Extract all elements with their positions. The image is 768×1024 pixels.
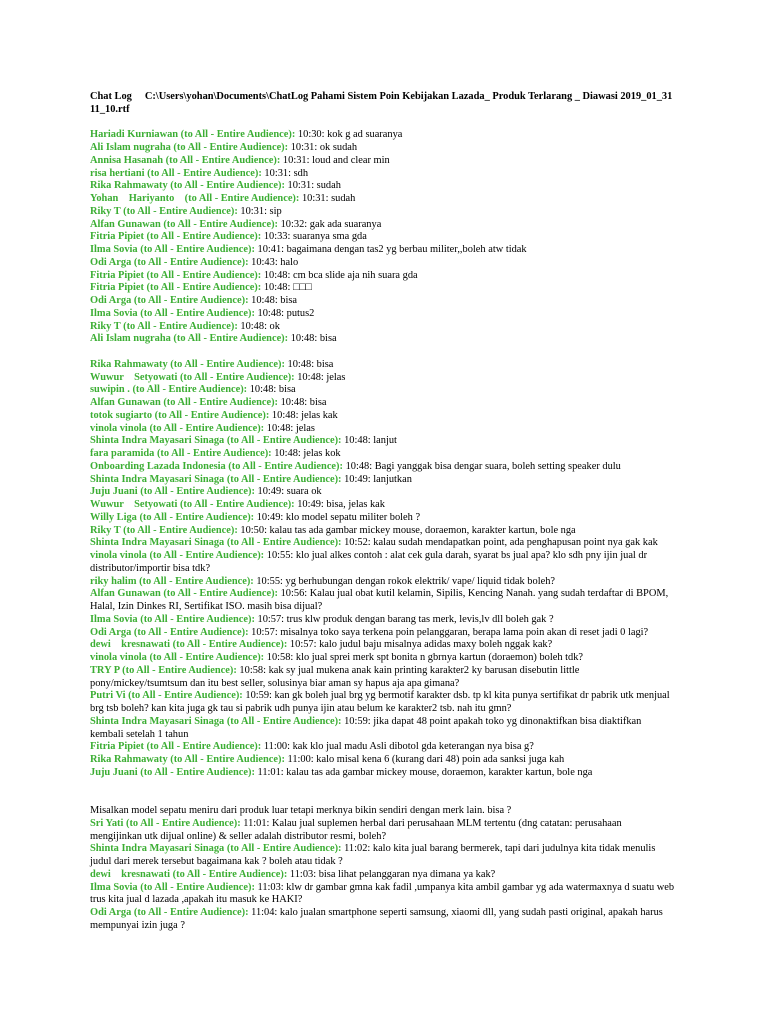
message-text: 10:31: ok sudah <box>288 142 358 153</box>
chat-message <box>90 295 675 308</box>
message-text: 10:48: cm bca slide aja nih suara gda <box>261 269 418 281</box>
message-text: 11:00: kalo misal kena 6 (kurang dari 48) poin ada sanksi juga kah <box>284 754 565 765</box>
message-text: 10:58: kak sy jual mukena anak kain printing karakter2 ky barusan disebutin little pony/mickey/tsumtsum dan itu best seller, solusinya biar aman sy hapus aja apa gimana? <box>90 664 582 689</box>
message-text: 10:48: putus2 <box>254 307 315 319</box>
message-text: 10:59: kan gk boleh jual brg yg bermotif karakter dsb. tp kl kita punya sertifikat dr pabrik utk menjual brg tsb boleh? kan kita juga gk tau si pabrik udh punya ijin atau belum ke karakter2 tsb. nah itu gmn? <box>90 690 673 714</box>
chat-message <box>90 639 675 652</box>
message-speaker: Riky T (to All - Entire Audience): <box>90 320 238 332</box>
message-speaker: Shinta Indra Mayasari Sinaga (to All - Entire Audience): <box>90 473 342 485</box>
message-text: 10:55: yg berhubungan dengan rokok elektrik/ vape/ liquid tidak boleh? <box>253 575 556 587</box>
chat-message <box>90 410 675 423</box>
message-speaker: Ali Islam nugraha (to All - Entire Audience): <box>90 333 289 345</box>
message-speaker: Willy Liga (to All - Entire Audience): <box>90 511 255 523</box>
chat-message <box>90 384 675 397</box>
message-text: 10:48: jelas <box>294 371 346 383</box>
chat-message <box>90 486 675 499</box>
message-speaker: Riky T (to All - Entire Audience): <box>90 205 238 217</box>
chat-message <box>90 193 675 206</box>
message-text: 10:48: ok <box>237 320 280 332</box>
chat-message <box>90 576 675 589</box>
message-text: 10:48: lanjut <box>341 435 397 447</box>
chat-message <box>90 282 675 295</box>
blank-line <box>90 792 675 805</box>
chat-message <box>90 270 675 283</box>
blank-line <box>90 346 675 359</box>
chat-message <box>90 690 675 716</box>
message-text: 10:31: sudah <box>299 193 356 204</box>
chat-message <box>90 588 675 614</box>
message-speaker: Wuwur Setyowati (to All - Entire Audience): <box>90 499 295 510</box>
message-speaker: Ilma Sovia (to All - Entire Audience): <box>90 307 255 319</box>
message-speaker: Odi Arga (to All - Entire Audience): <box>90 256 249 268</box>
chat-message <box>90 512 675 525</box>
message-text: 11:03: klw dr gambar gmna kak fadil ,umpanya kita ambil gambar yg ada watermaxnya d suatu web trus kita jual d lazada ,apakah itu masuk ke HAKI? <box>90 881 677 906</box>
chat-message <box>90 244 675 257</box>
chat-message <box>90 180 675 193</box>
message-text: 10:59: jika dapat 48 point apakah toko yg dinonaktifkan bisa diaktifkan kembali setelah 1 tahun <box>90 715 644 740</box>
message-speaker: vinola vinola (to All - Entire Audience): <box>90 422 265 434</box>
message-text: 10:41: bagaimana dengan tas2 yg berbau militer,,boleh atw tidak <box>254 244 527 255</box>
message-text: 10:57: kalo judul baju misalnya adidas maxy boleh nggak kak? <box>287 639 553 651</box>
message-speaker: totok sugiarto (to All - Entire Audience): <box>90 409 270 421</box>
message-speaker: Wuwur Setyowati (to All - Entire Audience): <box>90 371 295 383</box>
chat-message <box>90 741 675 754</box>
message-speaker: Juju Juani (to All - Entire Audience): <box>90 766 255 778</box>
message-text: 10:49: klo model sepatu militer boleh ? <box>254 511 421 523</box>
chat-message <box>90 754 675 767</box>
message-text: 10:49: bisa, jelas kak <box>294 499 385 510</box>
chat-message <box>90 461 675 474</box>
message-text: 10:31: sip <box>237 205 282 217</box>
chat-log-title: Chat Log C:\Users\yohan\Documents\ChatLog Pahami Sistem Poin Kebijakan Lazada_ Produk Terlarang _ Diawasi 2019_01_31 11_10.rtf <box>90 91 675 115</box>
message-speaker: dewi kresnawati (to All - Entire Audience): <box>90 868 288 880</box>
message-speaker: Fitria Pipiet (to All - Entire Audience): <box>90 741 262 753</box>
message-speaker: Rika Rahmawaty (to All - Entire Audience): <box>90 180 285 192</box>
message-text: 10:48: bisa <box>284 358 334 370</box>
message-speaker: Riky T (to All - Entire Audience): <box>90 524 238 536</box>
message-text: 10:48: bisa <box>278 397 327 408</box>
message-speaker: Annisa Hasanah (to All - Entire Audience): <box>90 154 281 166</box>
chat-message <box>90 537 675 550</box>
message-text: 10:50: kalau tas ada gambar mickey mouse, doraemon, karakter kartun, bole nga <box>237 524 576 536</box>
message-text: 11:01: kalau tas ada gambar mickey mouse, doraemon, karakter kartun, bole nga <box>254 766 593 778</box>
message-text: 10:58: klo jual sprei merk spt bonita n gbrnya kartun (doraemon) boleh tdk? <box>264 652 584 663</box>
message-speaker: Shinta Indra Mayasari Sinaga (to All - Entire Audience): <box>90 715 342 727</box>
message-text: 10:48: jelas kak <box>269 409 338 421</box>
message-speaker: Alfan Gunawan (to All - Entire Audience): <box>90 397 279 408</box>
message-speaker: risa hertiani (to All - Entire Audience): <box>90 167 262 179</box>
message-speaker: Sri Yati (to All - Entire Audience): <box>90 817 241 829</box>
chat-message <box>90 142 675 155</box>
chat-message <box>90 843 675 869</box>
message-speaker: Odi Arga (to All - Entire Audience): <box>90 626 249 638</box>
chat-message <box>90 359 675 372</box>
document-page <box>90 91 675 933</box>
message-speaker: Odi Arga (to All - Entire Audience): <box>90 907 249 918</box>
chat-message <box>90 665 675 691</box>
chat-message <box>90 257 675 270</box>
message-text: 11:03: bisa lihat pelanggaran nya dimana ya kak? <box>287 868 496 880</box>
chat-message <box>90 550 675 576</box>
chat-message <box>90 474 675 487</box>
chat-message <box>90 907 675 933</box>
chat-message <box>90 869 675 882</box>
message-text: 10:48: bisa <box>247 384 296 396</box>
message-speaker: Shinta Indra Mayasari Sinaga (to All - Entire Audience): <box>90 537 342 549</box>
message-speaker: Alfan Gunawan (to All - Entire Audience): <box>90 218 279 230</box>
message-speaker: Yohan Hariyanto (to All - Entire Audience): <box>90 193 300 204</box>
message-text: 10:48: jelas <box>264 422 315 434</box>
message-speaker: fara paramida (to All - Entire Audience): <box>90 448 272 459</box>
message-text: 10:30: kok g ad suaranya <box>295 129 403 141</box>
message-text: Misalkan model sepatu meniru dari produk luar tetapi merknya bikin sendiri dengan merk lain. bisa ? <box>90 805 512 816</box>
message-speaker: Onboarding Lazada Indonesia (to All - Entire Audience): <box>90 460 343 472</box>
message-text: 10:49: suara ok <box>254 486 322 498</box>
message-speaker: Ilma Sovia (to All - Entire Audience): <box>90 613 255 625</box>
message-speaker: suwipin . (to All - Entire Audience): <box>90 384 248 396</box>
message-text: 10:48: Bagi yanggak bisa dengar suara, boleh setting speaker dulu <box>342 460 621 472</box>
message-speaker: Fitria Pipiet (to All - Entire Audience): <box>90 269 262 281</box>
chat-message <box>90 499 675 512</box>
message-text: 10:33: suaranya sma gda <box>261 231 367 243</box>
blank-line <box>90 780 675 793</box>
message-speaker: Fitria Pipiet (to All - Entire Audience): <box>90 282 262 294</box>
message-text: 10:48: □□□ <box>261 282 312 294</box>
message-text: 10:32: gak ada suaranya <box>278 218 382 230</box>
chat-message <box>90 397 675 410</box>
message-text: 10:56: Kalau jual obat kutil kelamin, Sipilis, Kencing Nanah. yang sudah terdaftar di BPOM, Halal, Izin Dinkes RI, Sertifikat ISO. masih bisa dijual? <box>90 588 671 612</box>
chat-message <box>90 129 675 142</box>
chat-log <box>90 129 675 932</box>
chat-message <box>90 525 675 538</box>
message-speaker: dewi kresnawati (to All - Entire Audience): <box>90 639 288 651</box>
chat-message <box>90 652 675 665</box>
message-text: 11:04: kalo jualan smartphone seperti samsung, xiaomi dll, yang sudah pasti original, apakah harus mempunyai izin juga ? <box>90 907 666 931</box>
chat-message <box>90 627 675 640</box>
message-speaker: Shinta Indra Mayasari Sinaga (to All - Entire Audience): <box>90 843 342 855</box>
message-speaker: vinola vinola (to All - Entire Audience): <box>90 652 265 663</box>
message-text: 10:49: lanjutkan <box>341 473 412 485</box>
chat-message <box>90 448 675 461</box>
chat-message <box>90 614 675 627</box>
message-text: 11:01: Kalau jual suplemen herbal dari perusahaan MLM tertentu (dng catatan: perusahaan mengijinkan utk dijual online) & seller adalah distributor resmi, boleh? <box>90 817 625 842</box>
message-speaker: riky halim (to All - Entire Audience): <box>90 575 254 587</box>
message-text: 10:55: klo jual alkes contoh : alat cek gula darah, syarat bs jual apa? klo sdh pny ijin jual dr distributor/importir bisa tdk? <box>90 550 650 574</box>
message-text: 10:57: misalnya toko saya terkena poin pelanggaran, berapa lama poin akan di reset jadi 0 lagi? <box>248 626 649 638</box>
chat-message <box>90 818 675 844</box>
chat-message <box>90 333 675 346</box>
message-text: 10:48: bisa <box>248 295 298 306</box>
message-speaker: Ilma Sovia (to All - Entire Audience): <box>90 244 255 255</box>
message-speaker: Fitria Pipiet (to All - Entire Audience): <box>90 231 262 243</box>
message-text: 10:48: bisa <box>288 333 337 345</box>
chat-message <box>90 423 675 436</box>
message-speaker: Shinta Indra Mayasari Sinaga (to All - Entire Audience): <box>90 435 342 447</box>
chat-message <box>90 767 675 780</box>
message-speaker: vinola vinola (to All - Entire Audience): <box>90 550 265 561</box>
message-text: 11:02: kalo kita jual barang bermerek, tapi dari judulnya kita tidak menulis judul dari merek tersebut bagaimana kak ? boleh atau tidak ? <box>90 843 658 867</box>
chat-message <box>90 308 675 321</box>
message-text: 10:57: trus klw produk dengan barang tas merk, levis,lv dll boleh gak ? <box>254 613 554 625</box>
chat-message <box>90 231 675 244</box>
chat-message <box>90 372 675 385</box>
chat-message <box>90 219 675 232</box>
chat-message <box>90 435 675 448</box>
message-text: 10:31: sdh <box>261 167 309 179</box>
chat-message <box>90 155 675 168</box>
message-speaker: Rika Rahmawaty (to All - Entire Audience): <box>90 754 285 765</box>
message-text: 10:43: halo <box>248 256 299 268</box>
message-speaker: TRY P (to All - Entire Audience): <box>90 664 237 676</box>
message-speaker: Hariadi Kurniawan (to All - Entire Audience): <box>90 129 296 141</box>
message-text: 10:48: jelas kok <box>271 448 341 459</box>
message-text: 10:31: sudah <box>284 180 341 192</box>
chat-message <box>90 168 675 181</box>
chat-message <box>90 882 675 908</box>
message-speaker: Ali Islam nugraha (to All - Entire Audience): <box>90 142 289 153</box>
chat-message <box>90 716 675 742</box>
message-speaker: Juju Juani (to All - Entire Audience): <box>90 486 255 498</box>
message-text: 10:31: loud and clear min <box>280 154 390 166</box>
chat-message <box>90 321 675 334</box>
message-speaker: Alfan Gunawan (to All - Entire Audience): <box>90 588 279 600</box>
message-text: 10:52: kalau sudah mendapatkan point, ada penghapusan point nya gak kak <box>341 537 658 549</box>
chat-message <box>90 206 675 219</box>
message-speaker: Odi Arga (to All - Entire Audience): <box>90 295 249 306</box>
message-speaker: Putri Vi (to All - Entire Audience): <box>90 690 243 702</box>
message-speaker: Rika Rahmawaty (to All - Entire Audience): <box>90 358 285 370</box>
chat-message <box>90 805 675 818</box>
message-text: 11:00: kak klo jual madu Asli dibotol gda keterangan nya bisa g? <box>261 741 534 753</box>
message-speaker: Ilma Sovia (to All - Entire Audience): <box>90 881 255 893</box>
